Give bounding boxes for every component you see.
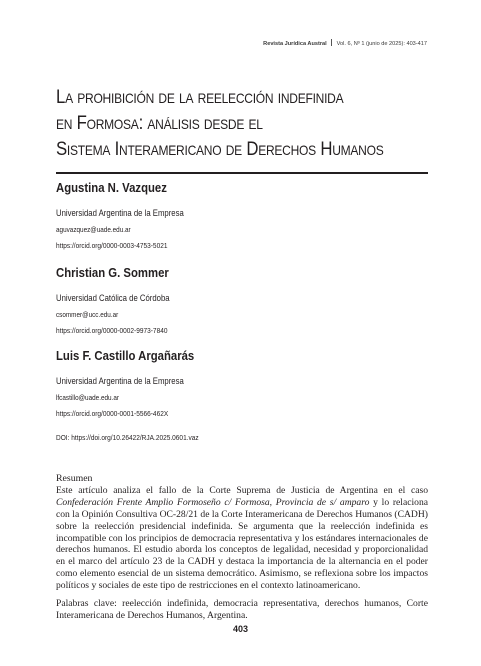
- author-block-1: [56, 180, 205, 250]
- author-block-3: [56, 348, 217, 418]
- author-name: Luis F. Castillo Argañarás: [56, 348, 195, 363]
- abstract-text: Este artículo analiza el fallo de la Corte Suprema de Justicia de Argentina en el caso Confederación Frente Amplio Formoseño c/ Formosa, Provincia de s/ amparo y lo relaciona con la Opinión Consultiva OC-28/21 de la Corte Interamericana de Derechos Humanos (CADH) sobre la reelección presidencial indefinida. Se argumenta que la reelección indefinida es incompatible con los principios de democracia representativa y los estándares internacionales de derechos humanos. El estudio aborda los conceptos de legalidad, necesidad y proporcionalidad en el marco del artículo 23 de la CADH y destaca la importancia de la alternancia en el poder como elemento esencial de un sistema democrático. Asimismo, se reflexiona sobre los impactos políticos y sociales de este tipo de restricciones en el contexto latinoamericano.: [56, 484, 428, 592]
- author-orcid-link[interactable]: https://orcid.org/0000-0003-4753-5021: [56, 241, 168, 250]
- author-email[interactable]: csommer@ucc.edu.ar: [56, 310, 119, 319]
- author-name: Christian G. Sommer: [56, 265, 169, 280]
- author-affiliation: Universidad Católica de Córdoba: [56, 293, 170, 303]
- article-title: [56, 84, 384, 162]
- doi-link[interactable]: DOI: https://doi.org/10.26422/RJA.2025.0601.vaz: [56, 433, 199, 442]
- journal-name: Revista Jurídica Austral: [263, 41, 327, 47]
- author-orcid-link[interactable]: https://orcid.org/0000-0001-5566-462X: [56, 409, 169, 418]
- case-name: Confederación Frente Amplio Formoseño c/ Formosa, Provincia de s/ amparo: [56, 496, 370, 508]
- author-affiliation: Universidad Argentina de la Empresa: [56, 376, 184, 386]
- title-rule: [56, 172, 428, 174]
- running-head: [263, 39, 427, 47]
- page-number: 403: [232, 624, 249, 634]
- abstract-heading: Resumen: [56, 473, 93, 484]
- keywords-text: reelección indefinida, democracia representativa, derechos humanos, Corte Interamericana de Derechos Humanos, Argentina.: [56, 598, 428, 621]
- title-line-2: en Formosa: análisis desde el: [56, 112, 263, 134]
- header-separator: [331, 39, 332, 46]
- keywords-label: Palabras clave:: [56, 598, 117, 610]
- author-affiliation: Universidad Argentina de la Empresa: [56, 208, 184, 218]
- keywords: [56, 598, 428, 622]
- author-orcid-link[interactable]: https://orcid.org/0000-0002-9973-7840: [56, 326, 168, 335]
- author-name: Agustina N. Vazquez: [56, 180, 167, 195]
- volume-info: Vol. 6, Nº 1 (junio de 2025): 403-417: [336, 41, 427, 47]
- title-line-3: Sistema Interamericano de Derechos Humanos: [56, 138, 384, 160]
- author-email[interactable]: lfcastillo@uade.edu.ar: [56, 393, 119, 402]
- abstract-section: [56, 473, 428, 622]
- title-line-1: La prohibición de la reelección indefinida: [56, 86, 344, 108]
- author-email[interactable]: aguvazquez@uade.edu.ar: [56, 225, 131, 234]
- author-block-2: [56, 265, 188, 335]
